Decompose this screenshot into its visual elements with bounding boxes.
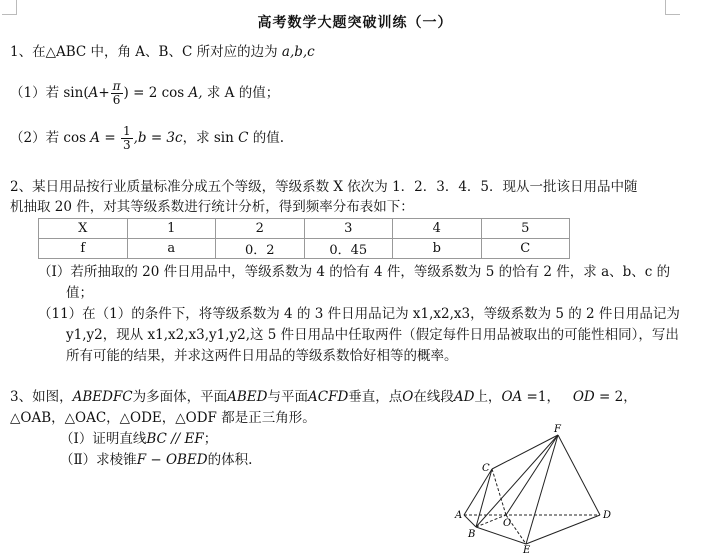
q3-od-value: = 2， xyxy=(594,389,637,405)
q1-p1-frac-num: π xyxy=(112,79,121,93)
label-e: E xyxy=(523,545,531,553)
q1-stem xyxy=(10,43,315,61)
label-f: F xyxy=(554,424,561,435)
q1-part2 xyxy=(10,125,284,152)
edge-fd xyxy=(558,435,600,515)
table-cell: a xyxy=(127,239,216,259)
table-row-f xyxy=(39,239,570,259)
q1-p1-frac-den: 6 xyxy=(112,93,121,107)
q2-part2-line3: 所有可能的结果，并求这两件日用品的等级系数恰好相等的概率。 xyxy=(66,348,458,364)
q3-oa-value: =1， xyxy=(522,389,560,405)
edge-fe xyxy=(526,435,558,544)
figure-solid-edges xyxy=(464,435,600,544)
label-a: A xyxy=(455,510,463,521)
label-c: C xyxy=(482,463,490,474)
q1-p1-plus: + xyxy=(98,85,110,101)
q3-stem-line1 xyxy=(10,388,637,406)
q3-p1-expr: BC // EF xyxy=(146,431,204,447)
q1-p1-rest: ) = 2 cos xyxy=(123,85,185,101)
table-row-x xyxy=(39,219,570,239)
q1-p1-var-a: A xyxy=(88,85,99,101)
q2-stem-line1: 2、某日用品按行业质量标准分成五个等级，等级系数 X 依次为 1．2．3．4．5．现从一批该日用品中随 xyxy=(10,179,638,195)
edge-be xyxy=(476,527,526,544)
q3-text: 为多面体，平面 xyxy=(132,389,228,405)
edge-bo-hidden xyxy=(476,515,506,527)
edge-ca xyxy=(464,469,492,515)
q1-p1-var-a2: A, xyxy=(188,85,203,101)
table-cell: X xyxy=(39,219,128,239)
edge-ab xyxy=(464,515,476,527)
table-cell: 3 xyxy=(304,219,393,239)
q3-part2 xyxy=(60,451,252,469)
table-cell: 5 xyxy=(481,219,570,239)
label-d: D xyxy=(603,510,612,521)
q1-p2-fraction xyxy=(121,125,133,152)
q3-text: 上， xyxy=(474,389,502,405)
frequency-table xyxy=(38,218,570,259)
label-b: B xyxy=(468,529,476,540)
q1-p2-var-c: C xyxy=(238,130,249,146)
q1-p2-prefix: （2）若 cos xyxy=(10,130,86,146)
q3-p1-text: （Ⅰ）证明直线 xyxy=(60,431,147,447)
table-cell: C xyxy=(481,239,570,259)
table-cell: f xyxy=(39,239,128,259)
q1-part1 xyxy=(10,80,279,107)
q1-p1-ask: 求 A 的值； xyxy=(206,85,280,101)
q1-p2-ask: ，求 sin xyxy=(182,130,234,146)
q1-stem-text: 1、在△ABC 中，角 A、B、C 所对应的边为 xyxy=(10,44,278,60)
edge-ed xyxy=(526,515,600,544)
table-cell: 1 xyxy=(127,219,216,239)
q3-text: 垂直，点 xyxy=(348,389,403,405)
label-o: O xyxy=(503,518,512,529)
q3-point-o: O xyxy=(402,389,414,405)
q3-plane-acfd: ACFD xyxy=(308,389,349,405)
q1-p1-prefix: （1）若 sin( xyxy=(10,85,89,101)
q2-part1-line1: （I）若所抽取的 20 件日用品中，等级系数为 4 的恰有 4 件，等级系数为 5 的恰有 2 件，求 a、b、c 的 xyxy=(38,264,671,280)
q2-stem-line2: 机抽取 20 件，对其等级系数进行统计分析，得到频率分布表如下： xyxy=(10,199,414,215)
q1-p2-cond: ,b = 3c xyxy=(133,130,183,146)
q3-polyhedron-name: ABEDFC xyxy=(72,389,133,405)
q3-p2-tail: 的体积. xyxy=(207,452,253,468)
q3-text: 与平面 xyxy=(267,389,308,405)
q3-text: 3、如图， xyxy=(10,389,73,405)
figure-hidden-edges xyxy=(464,469,600,544)
edge-fc xyxy=(492,435,558,469)
table-cell: 0．45 xyxy=(304,239,393,259)
edge-fo xyxy=(506,435,558,515)
q3-text: 在线段 xyxy=(413,389,454,405)
q2-part2-line2: y1,y2，现从 x1,x2,x3,y1,y2,这 5 件日用品中任取两件（假定每件日用品被取出的可能性相同），写出 xyxy=(66,327,679,343)
q1-p2-eq: = xyxy=(100,130,120,146)
polyhedron-figure xyxy=(450,423,620,553)
q1-stem-vars: a,b,c xyxy=(281,44,315,60)
table-cell: 0．2 xyxy=(216,239,305,259)
q3-plane-abed: ABED xyxy=(227,389,268,405)
q3-segment-ad: AD xyxy=(453,389,475,405)
q3-stem-line2: △OAB，△OAC，△ODE，△ODF 都是正三角形。 xyxy=(10,410,316,426)
page-title: 高考数学大题突破训练（一） xyxy=(257,15,453,31)
q3-od: OD xyxy=(572,389,595,405)
q2-part2-line1: （11）在（1）的条件下，将等级系数为 4 的 3 件日用品记为 x1,x2,x3，等级系数为 5 的 2 件日用品记为 xyxy=(38,306,680,322)
table-cell: 4 xyxy=(393,219,482,239)
q1-p2-frac-den: 3 xyxy=(122,138,131,152)
q3-p1-tail: ； xyxy=(203,431,218,447)
table-cell: 2 xyxy=(216,219,305,239)
q1-p2-var-a: A xyxy=(90,130,101,146)
q3-oa: OA xyxy=(501,389,523,405)
q3-part1 xyxy=(60,430,217,448)
edge-co-hidden xyxy=(492,469,506,515)
q2-part1-line2: 值； xyxy=(66,285,93,301)
q1-p2-tail: 的值. xyxy=(252,130,285,146)
q3-p2-expr: F − OBED xyxy=(136,452,208,468)
q1-p2-frac-num: 1 xyxy=(122,124,131,138)
q1-p1-fraction xyxy=(111,80,123,107)
q3-p2-text: （Ⅱ）求棱锥 xyxy=(60,452,137,468)
table-cell: b xyxy=(393,239,482,259)
